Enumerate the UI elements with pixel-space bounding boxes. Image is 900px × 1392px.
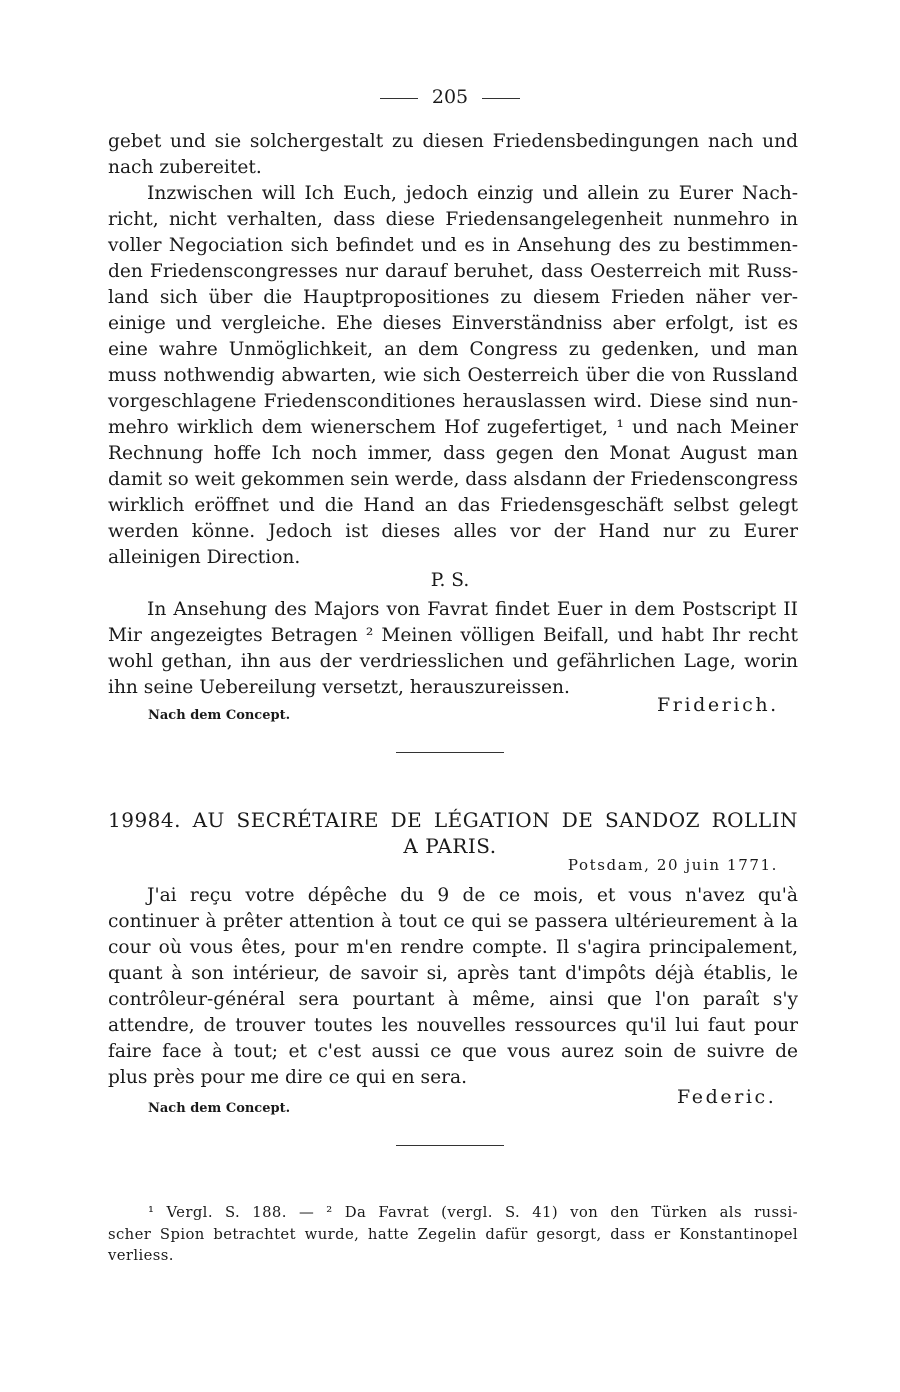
body-line: einige und vergleiche. Ehe dieses Einverständniss aber erfolgt, ist es [108,313,798,334]
body-line: contrôleur-général sera pourtant à même, ainsi que l'on paraît s'y [108,989,798,1010]
header-rule-left [380,98,418,99]
body-line: eine wahre Unmöglichkeit, an dem Congress zu gedenken, und man [108,339,798,360]
footnote-line: scher Spion betrachtet wurde, hatte Zegelin dafür gesorgt, dass er Konstantinopel [108,1226,798,1243]
body-line: muss nothwendig abwarten, wie sich Oesterreich über die von Russland [108,365,798,386]
footnote-line: verliess. [108,1247,174,1264]
header-rule-right [482,98,520,99]
ps-label: P. S. [430,570,470,591]
footnote-line: ¹ Vergl. S. 188. — ² Da Favrat (vergl. S. 41) von den Türken als russi- [148,1204,798,1221]
body-line: continuer à prêter attention à tout ce qui se passera ultérieurement à la [108,911,798,932]
letter-heading [108,808,798,832]
ps-line: wohl gethan, ihn aus der verdriesslichen und gefährlichen Lage, worin [108,651,798,672]
letter-title-line2: A PARIS. [403,834,497,858]
signature: Federic. [677,1086,777,1108]
body-line: gebet und sie solchergestalt zu diesen Friedensbedingungen nach und [108,131,798,152]
body-line: mehro wirklich dem wienerschem Hof zugefertiget, ¹ und nach Meiner [108,417,798,438]
ps-line: Mir angezeigtes Betragen ² Meinen völligen Beifall, und habt Ihr recht [108,625,798,646]
ps-line: ihn seine Uebereilung versetzt, herauszureissen. [108,677,570,698]
body-line: land sich über die Hauptpropositiones zu diesem Frieden näher ver- [108,287,798,308]
body-line: Rechnung hoffe Ich noch immer, dass gegen den Monat August man [108,443,798,464]
body-line: faire face à tout; et c'est aussi ce que vous aurez soin de suivre de [108,1041,798,1062]
dateline: Potsdam, 20 juin 1771. [567,856,778,874]
body-line: attendre, de trouver toutes les nouvelles ressources qu'il lui faut pour [108,1015,798,1036]
signature: Friderich. [657,694,779,716]
body-line: wirklich eröffnet und die Hand an das Friedensgeschäft selbst gelegt [108,495,798,516]
body-line: voller Negociation sich befindet und es in Ansehung des zu bestimmen- [108,235,798,256]
ps-line: In Ansehung des Majors von Favrat findet Euer in dem Postscript II [147,599,798,620]
body-line: plus près pour me dire ce qui en sera. [108,1067,467,1088]
letter-title: AU SECRÉTAIRE DE LÉGATION DE SANDOZ ROLLIN [192,808,798,832]
body-line: cour où vous êtes, pour m'en rendre compte. Il s'agira principalement, [108,937,798,958]
source-note: Nach dem Concept. [148,708,291,723]
body-line: nach zubereitet. [108,157,262,178]
body-line: den Friedenscongresses nur darauf beruhet, dass Oesterreich mit Russ- [108,261,798,282]
letter-number: 19984. [108,808,181,832]
body-line: J'ai reçu votre dépêche du 9 de ce mois, et vous n'avez qu'à [147,885,798,906]
page-header [0,86,900,108]
page-number: 205 [431,86,469,108]
body-line: damit so weit gekommen sein werde, dass alsdann der Friedenscongress [108,469,799,490]
body-line: alleinigen Direction. [108,547,301,568]
body-line: werden könne. Jedoch ist dieses alles vor der Hand nur zu Eurer [108,521,798,542]
body-line: quant à son intérieur, de savoir si, après tant d'impôts déjà établis, le [108,963,798,984]
source-note: Nach dem Concept. [148,1101,291,1116]
section-divider [396,1145,504,1146]
body-line: richt, nicht verhalten, dass diese Friedensangelegenheit nunmehro in [108,209,798,230]
body-line: vorgeschlagene Friedensconditiones herauslassen wird. Diese sind nun- [108,391,798,412]
body-line: Inzwischen will Ich Euch, jedoch einzig und allein zu Eurer Nach- [147,183,798,204]
section-divider [396,752,504,753]
